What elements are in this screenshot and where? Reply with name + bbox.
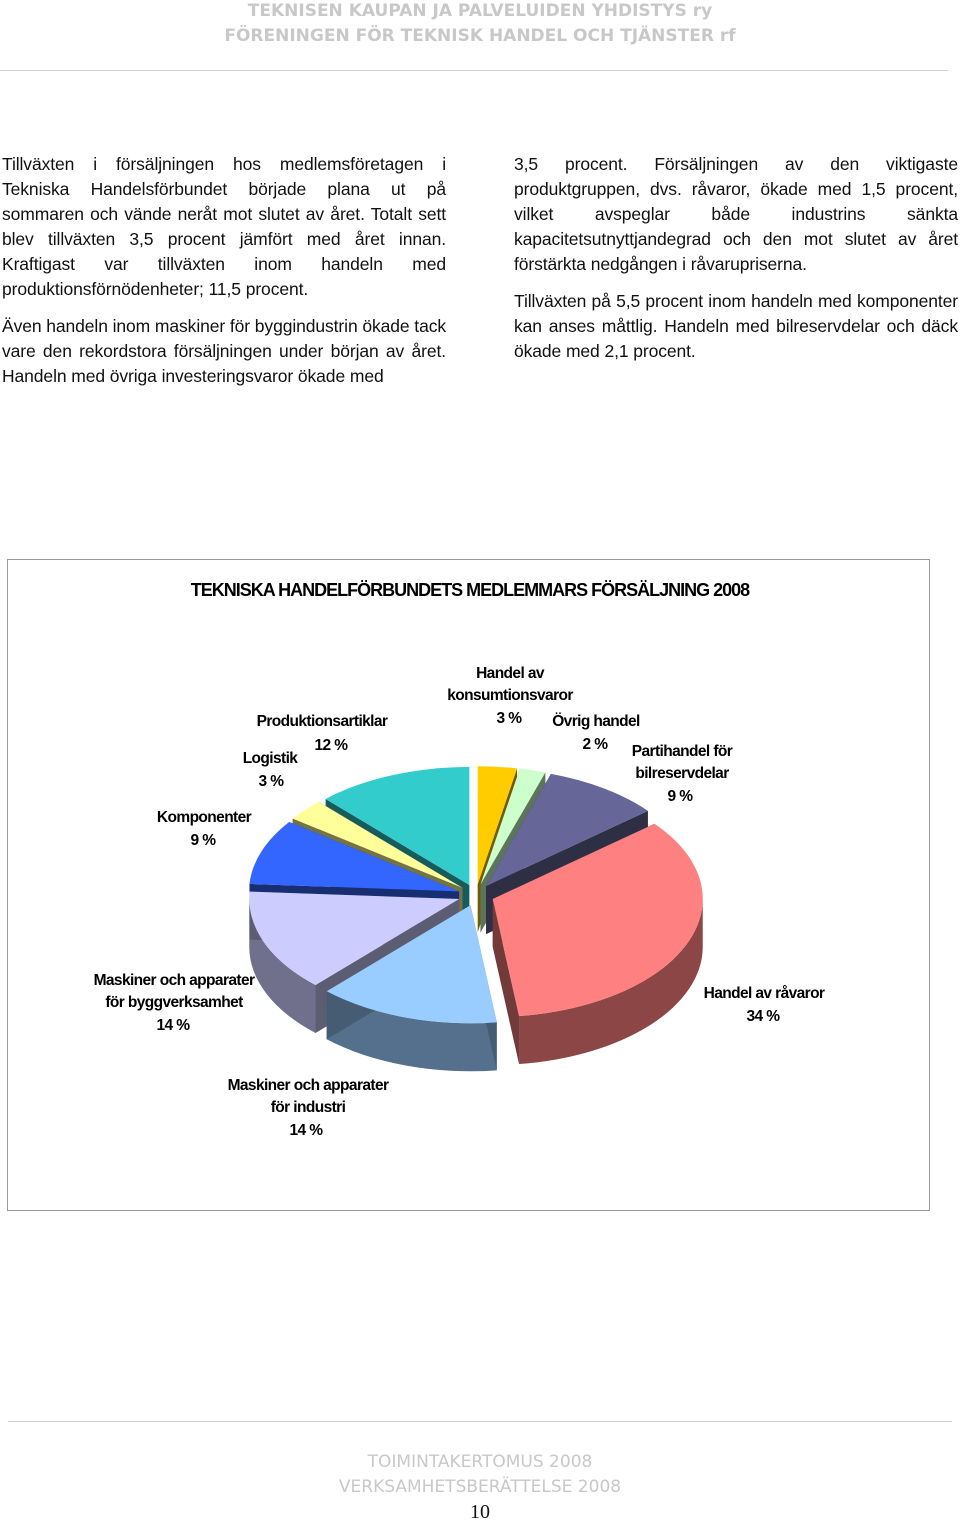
slice-label: Handel av xyxy=(476,665,544,682)
footer-report-finnish: TOIMINTAKERTOMUS 2008 xyxy=(367,1452,593,1472)
header-org-swedish: FÖRENINGEN FÖR TEKNISK HANDEL OCH TJÄNSTER rf xyxy=(224,26,736,46)
slice-value-label: 14 % xyxy=(289,1122,323,1139)
pie-chart xyxy=(8,560,931,1212)
slice-value-label: 3 % xyxy=(496,710,522,727)
slice-value-label: 9 % xyxy=(190,832,216,849)
pie-chart-frame xyxy=(7,559,930,1211)
slice-label: Komponenter xyxy=(156,809,252,826)
slice-value-label: 34 % xyxy=(746,1008,780,1025)
slice-value-label: 9 % xyxy=(667,788,693,805)
slice-label: Logistik xyxy=(242,750,298,767)
slice-label: Partihandel för xyxy=(631,743,733,760)
chart-title: TEKNISKA HANDELFÖRBUNDETS MEDLEMMARS FÖRSÄLJNING 2008 xyxy=(190,580,750,600)
slice-label: Maskiner och apparater xyxy=(93,972,255,989)
page-header xyxy=(0,0,960,72)
paragraph: Tillväxten på 5,5 procent inom handeln med komponenter kan anses måttlig. Handeln med bilreservdelar och däck ökade med 2,1 procent. xyxy=(514,291,958,361)
page-number: 10 xyxy=(470,1501,490,1523)
header-rule xyxy=(0,70,948,71)
text-column-right xyxy=(514,152,958,376)
slice-label: Handel av råvaror xyxy=(703,985,825,1002)
slice-label: bilreservdelar xyxy=(635,765,729,782)
paragraph: Även handeln inom maskiner för byggindustrin ökade tack vare den rekordstora försäljningen under början av året. Handeln med övriga investeringsvaror ökade med xyxy=(2,316,446,386)
slice-value-label: 12 % xyxy=(314,737,348,754)
slice-value-label: 14 % xyxy=(156,1017,190,1034)
slice-value-label: 2 % xyxy=(582,736,608,753)
footer-rule xyxy=(8,1421,952,1422)
footer-report-swedish: VERKSAMHETSBERÄTTELSE 2008 xyxy=(338,1477,622,1497)
header-org-finnish: TEKNISEN KAUPAN JA PALVELUIDEN YHDISTYS ry xyxy=(247,1,713,21)
slice-label: Maskiner och apparater xyxy=(227,1077,389,1094)
slice-value-label: 3 % xyxy=(258,773,284,790)
slice-label: Produktionsartiklar xyxy=(256,713,388,730)
slice-label: Övrig handel xyxy=(552,713,640,730)
text-column-left xyxy=(2,152,446,401)
slice-label: för industri xyxy=(270,1099,346,1116)
paragraph: Tillväxten i försäljningen hos medlemsföretagen i Tekniska Handelsförbundet började plana ut på sommaren och vände neråt mot slutet av året. Totalt sett blev tillväxten 3,5 procent jämfört med året innan. Kraftigast var tillväxten inom handeln med produktionsförnödenheter; 11,5 procent. xyxy=(2,154,446,299)
paragraph: 3,5 procent. Försäljningen av den viktigaste produktgruppen, dvs. råvaror, ökade med 1,5 procent, vilket avspeglar både industrins sänkta kapacitetsutnyttjandegrad och den mot slutet av året förstärkta nedgången i råvarupriserna. xyxy=(514,154,958,274)
slice-label: konsumtionsvaror xyxy=(447,687,573,704)
slice-label: för byggverksamhet xyxy=(105,994,243,1011)
